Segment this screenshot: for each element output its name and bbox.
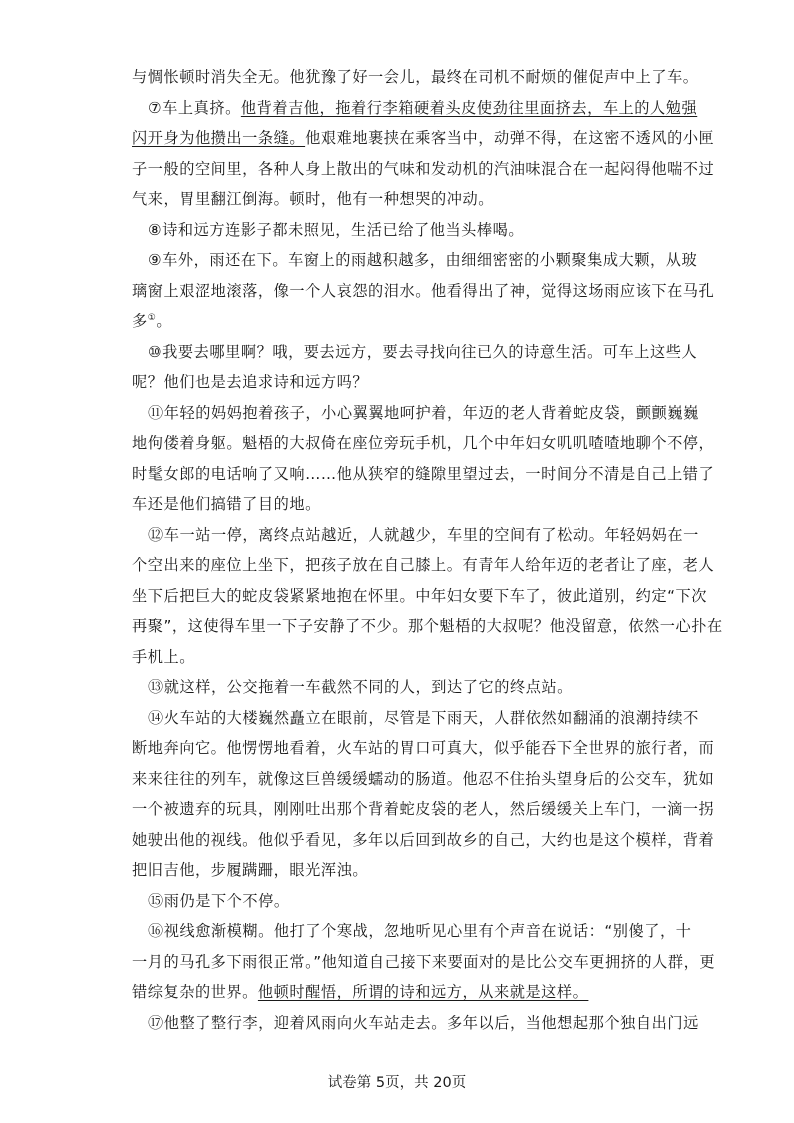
- text-line: [132, 794, 715, 825]
- text-run: ⑦车上真挤。: [148, 98, 241, 117]
- text-run: 再聚”，这使得车里一下子安静了不少。那个魁梧的大叔呢？他没留意，依然一心扑在: [132, 617, 723, 635]
- text-line: [132, 184, 662, 215]
- text-line: [132, 245, 698, 276]
- underlined-sentence: 闪开身为他攒出一条缝。: [132, 129, 306, 147]
- text-line: [132, 520, 699, 551]
- text-run: 气来，胃里翻江倒海。顿时，他有一种想哭的冲动。: [132, 190, 494, 208]
- text-line: [132, 977, 662, 1008]
- text-line: [132, 733, 715, 764]
- footnote-marker: ①: [147, 313, 157, 323]
- text-run: ⑯视线愈渐模糊。他打了个寒战，忽地听见心里有个声音在说话：“别傻了，十: [148, 922, 692, 940]
- text-line: [132, 215, 662, 246]
- text-run: ⑪年轻的妈妈抱着孩子，小心翼翼地呵护着，年迈的老人背着蛇皮袋，颤颤巍巍: [148, 403, 699, 422]
- text-run: 子一般的空间里，各种人身上散出的气味和发动机的汽油味混合在一起闷得他喘不过: [132, 159, 715, 178]
- text-run: 手机上。: [132, 647, 195, 666]
- text-line: [132, 367, 662, 398]
- text-run: 她驶出他的视线。他似乎看见，多年以后回到故乡的自己，大约也是这个模样，背着: [132, 830, 715, 849]
- text-line: [132, 428, 715, 459]
- text-run: 。: [156, 312, 173, 330]
- text-line: [132, 703, 699, 734]
- text-run: ⑨车外，雨还在下。车窗上的雨越积越多，由细细密密的小颗聚集成大颗，从玻: [148, 251, 698, 269]
- text-run: ⑩我要去哪里啊？哦，要去远方，要去寻找向往已久的诗意生活。可车上这些人: [148, 342, 698, 361]
- text-line: [132, 550, 715, 581]
- text-line: [132, 642, 662, 673]
- text-run: 与惆怅顿时消失全无。他犹豫了好一会儿，最终在司机不耐烦的催促声中上了车。: [132, 68, 699, 86]
- text-line: [132, 93, 698, 124]
- page-footer: 试卷第 5页，共 20页: [327, 1075, 467, 1091]
- text-run: 他艰难地裹挟在乘客当中，动弹不得，在这密不透风的小匣: [305, 129, 715, 147]
- text-line: [132, 459, 715, 490]
- text-line: [132, 337, 698, 368]
- text-run: 把旧吉他，步履蹒跚，眼光浑浊。: [132, 861, 369, 879]
- text-line: [132, 672, 662, 703]
- text-run: 时髦女郎的电话响了又响……他从狭窄的缝隙里望过去，一时间分不清是自己上错了: [132, 464, 715, 483]
- text-run: ⑧诗和远方连影子都未照见，生活已给了他当头棒喝。: [148, 220, 525, 239]
- document-body: [132, 62, 723, 1038]
- text-line: [132, 306, 662, 337]
- text-line: [132, 581, 707, 612]
- text-run: 呢？他们也是去追求诗和远方吗？: [132, 373, 369, 391]
- text-run: 坐下后把巨大的蛇皮袋紧紧地抱在怀里。中年妇女要下车了，彼此道别，约定“下次: [132, 586, 707, 605]
- underlined-sentence: 他背着吉他，拖着行李箱硬着头皮使劲往里面挤去，车上的人勉强: [240, 98, 698, 117]
- text-line: [132, 1008, 699, 1039]
- text-line: [132, 855, 662, 886]
- text-line: [132, 154, 715, 185]
- text-run: ⑭火车站的大楼巍然矗立在眼前，尽管是下雨天，人群依然如翻涌的浪潮持续不: [148, 708, 699, 727]
- text-line: [132, 489, 662, 520]
- text-line: [132, 825, 715, 856]
- text-run: 璃窗上艰涩地滚落，像一个人哀怨的泪水。他看得出了神，觉得这场雨应该下在马孔: [132, 281, 715, 300]
- text-line: [132, 764, 715, 795]
- text-line: [132, 62, 699, 93]
- text-run: 来来往往的列车，就像这巨兽缓缓蠕动的肠道。他忍不住抬头望身后的公交车，犹如: [132, 769, 715, 788]
- underlined-sentence: 他顿时醒悟，所谓的诗和远方，从来就是这样。: [257, 983, 589, 1001]
- text-run: 个空出来的座位上坐下，把孩子放在自己膝上。有青年人给年迈的老者让了座，老人: [132, 556, 715, 574]
- text-run: 错综复杂的世界。: [132, 983, 258, 1001]
- text-run: 一个被遗弃的玩具，刚刚吐出那个背着蛇皮袋的老人，然后缓缓关上车门，一滴一拐: [132, 800, 715, 818]
- text-run: ⑰他整了整行李，迎着风雨向火车站走去。多年以后，当他想起那个独自出门远: [148, 1013, 699, 1032]
- text-line: [132, 611, 723, 642]
- text-line: [132, 398, 699, 429]
- text-run: 一月的马孔多下雨很正常。”他知道自己接下来要面对的是比公交车更拥挤的人群，更: [132, 952, 716, 971]
- text-line: [132, 276, 715, 307]
- text-run: 地佝偻着身躯。魁梧的大叔倚在座位旁玩手机，几个中年妇女叽叽喳喳地聊个不停，: [132, 434, 715, 452]
- text-line: [132, 947, 716, 978]
- text-line: [132, 886, 662, 917]
- text-run: ⑫车一站一停，离终点站越近，人就越少，车里的空间有了松动。年轻妈妈在一: [148, 525, 699, 544]
- text-line: [132, 916, 692, 947]
- text-run: ⑮雨仍是下个不停。: [148, 891, 290, 910]
- text-run: ⑬就这样，公交拖着一车截然不同的人，到达了它的终点站。: [148, 678, 573, 696]
- text-run: 多: [132, 312, 148, 330]
- text-run: 断地奔向它。他愣愣地看着，火车站的胃口可真大，似乎能吞下全世界的旅行者，而: [132, 739, 715, 757]
- text-line: [132, 123, 715, 154]
- text-run: 车还是他们搞错了目的地。: [132, 495, 321, 513]
